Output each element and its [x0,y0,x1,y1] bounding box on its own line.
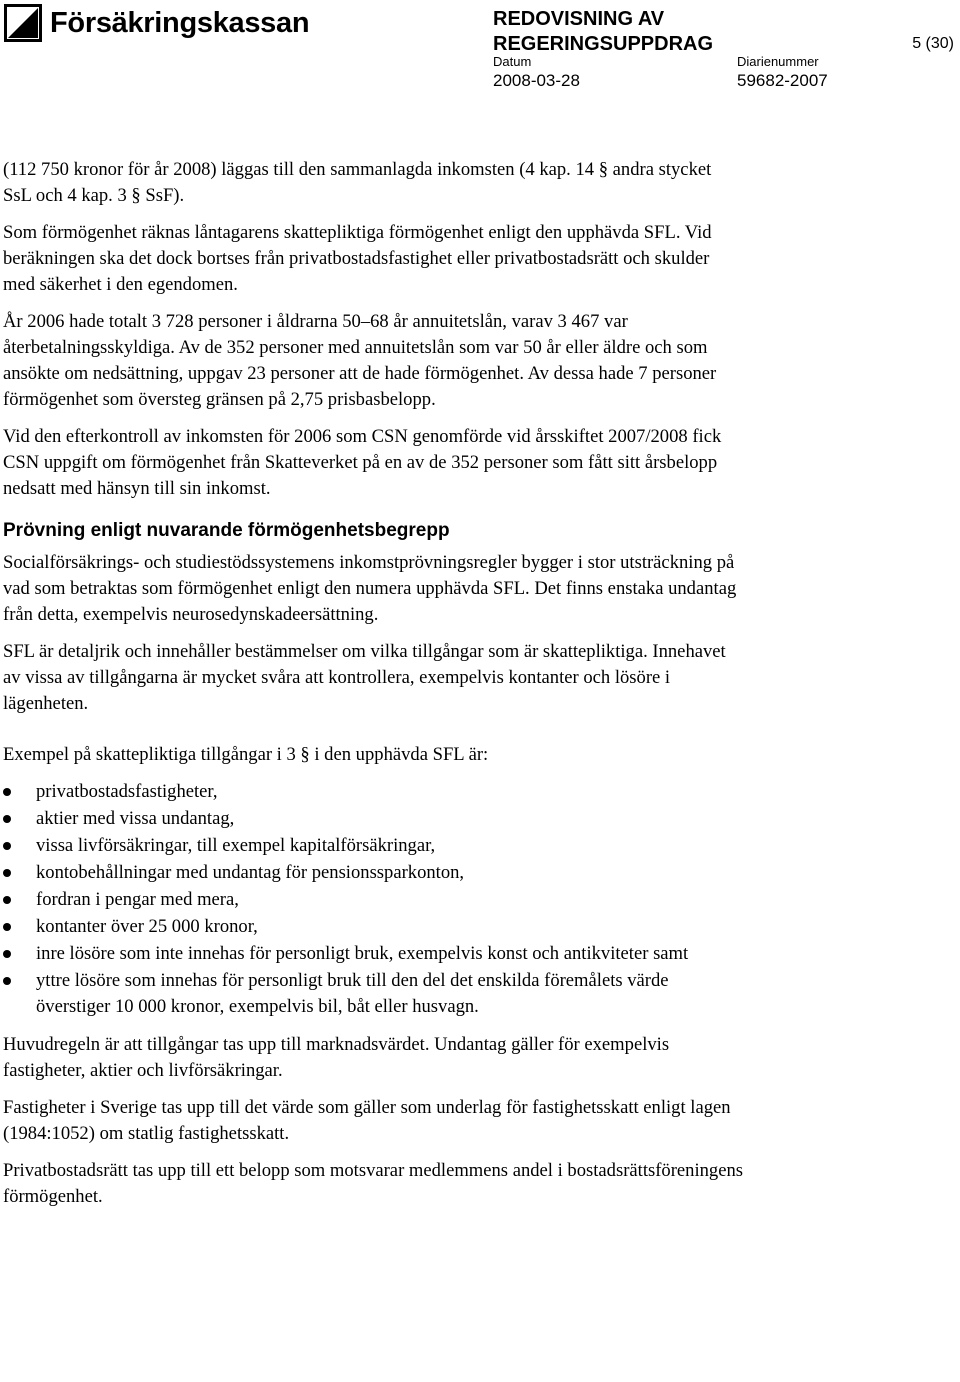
paragraph: Som förmögenhet räknas låntagarens skattepliktiga förmögenhet enligt den upphävda SFL. Vid beräkningen ska det dock bortses från privatbostadsfastighet eller privatbostadsrätt och skulder med säkerhet i den egendomen. [3,222,712,295]
list-item: kontobehållningar med undantag för pensionssparkonton, [3,860,743,886]
page-number: 5 (30) [912,35,954,52]
list-item: kontanter över 25 000 kronor, [3,914,743,940]
bullet-icon [3,788,11,796]
bullet-icon [3,815,11,823]
bullet-icon [3,842,11,850]
document-type-title [493,7,713,57]
forsakringskassan-logo-icon [4,4,42,42]
bullet-icon [3,869,11,877]
section-heading: Prövning enligt nuvarande förmögenhetsbegrepp [3,520,450,541]
list-item: inre lösöre som inte innehas för personligt bruk, exempelvis konst och antikviteter samt [3,941,743,967]
document-header [0,0,960,100]
date-label: Datum [493,54,532,69]
list-item: fordran i pengar med mera, [3,887,743,913]
paragraph: Vid den efterkontroll av inkomsten för 2006 som CSN genomförde vid årsskiftet 2007/2008 fick CSN uppgift om förmögenhet från Skatteverket på en av de 352 personer som fått sitt årsbelopp nedsatt med hänsyn till sin inkomst. [3,426,722,499]
paragraph: Socialförsäkrings- och studiestödssystemens inkomstprövningsregler bygger i stor utsträckning på vad som betraktas som förmögenhet enligt den numera upphävda SFL. Det finns enstaka undantag från detta, exempelvis neurosedynskadeersättning. [3,552,737,625]
list-item: yttre lösöre som innehas för personligt bruk till den del det enskilda föremålets värde överstiger 10 000 kronor, exempelvis bil, båt eller husvagn. [3,968,743,1020]
document-type-line1: REDOVISNING AV [493,8,665,30]
paragraph: SFL är detaljrik och innehåller bestämmelser om vilka tillgångar som är skattepliktiga. Innehavet av vissa av tillgångarna är mycket svåra att kontrollera, exempelvis kontanter och lösöre i lägenheten. [3,641,726,714]
paragraph: År 2006 hade totalt 3 728 personer i åldrarna 50–68 år annuitetslån, varav 3 467 var återbetalningsskyldiga. Av de 352 personer med annuitetslån som var 50 år eller äldre och som ansökte om nedsättning, uppgav 23 personer att de hade förmögenhet. Av dessa hade 7 personer förmögenhet som översteg gränsen på 2,75 prisbasbelopp. [3,311,717,410]
reference-number-label: Diarienummer [737,54,819,69]
list-item: aktier med vissa undantag, [3,806,743,832]
reference-number-value: 59682-2007 [737,71,828,90]
paragraph: Huvudregeln är att tillgångar tas upp till marknadsvärdet. Undantag gäller för exempelvis fastigheter, aktier och livförsäkringar. [3,1034,670,1081]
paragraph: Exempel på skattepliktiga tillgångar i 3 § i den upphävda SFL är: [3,744,489,765]
paragraph: Privatbostadsrätt tas upp till ett belopp som motsvarar medlemmens andel i bostadsrättsföreningens förmögenhet. [3,1160,743,1207]
bullet-icon [3,923,11,931]
logo-wordmark: Försäkringskassan [50,6,310,39]
paragraph: Fastigheter i Sverige tas upp till det värde som gäller som underlag för fastighetsskatt enligt lagen (1984:1052) om statlig fastighetsskatt. [3,1097,731,1144]
paragraph: (112 750 kronor för år 2008) läggas till den sammanlagda inkomsten (4 kap. 14 § andra stycket SsL och 4 kap. 3 § SsF). [3,159,712,206]
asset-list [3,779,743,1020]
list-item: vissa livförsäkringar, till exempel kapitalförsäkringar, [3,833,743,859]
bullet-icon [3,950,11,958]
document-type-line2: REGERINGSUPPDRAG [493,33,714,55]
list-item: privatbostadsfastigheter, [3,779,743,805]
bullet-icon [3,977,11,985]
document-body [3,157,743,1221]
date-value: 2008-03-28 [493,71,580,90]
bullet-icon [3,896,11,904]
logo [4,4,309,42]
